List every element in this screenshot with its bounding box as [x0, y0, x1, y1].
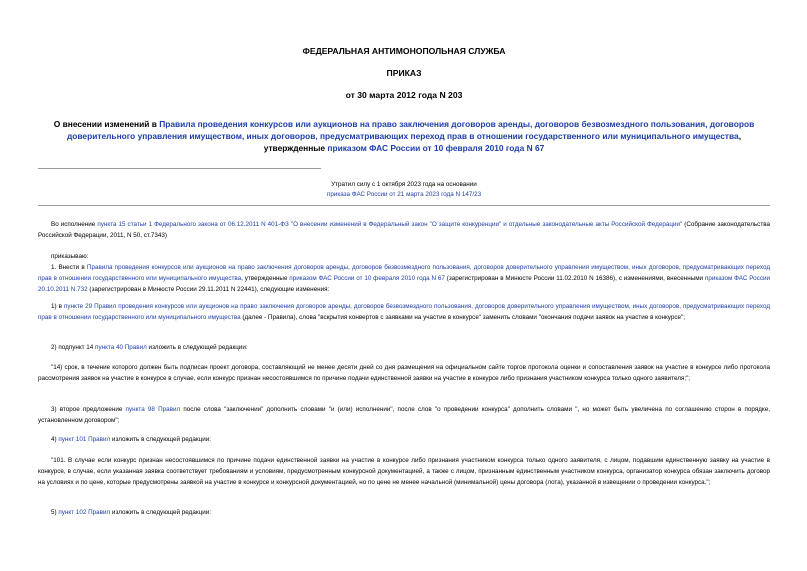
subitem-4-paragraph — [38, 434, 770, 445]
title-text-1: О внесении изменений в — [53, 119, 160, 129]
sub5-link-point-102[interactable]: пункт 102 Правил — [58, 509, 111, 516]
item-1-paragraph — [38, 262, 770, 295]
sub1-text-2: (далее - Правила), слова "вскрытия конвертов с заявками на участие в конкурсе" заменить словами "окончания подачи заявок на участие в конкурсе"; — [240, 314, 686, 321]
sub4-link-point-101[interactable]: пункт 101 Правил — [58, 436, 111, 443]
subitem-3-paragraph — [38, 404, 770, 426]
sub4-text-2: изложить в следующей редакции: — [110, 436, 211, 443]
sub1-text-1: 1) в — [51, 303, 64, 310]
doc-type: ПРИКАЗ — [386, 68, 422, 78]
sub5-text-1: 5) — [51, 509, 59, 516]
item1-text-2: , утвержденные — [241, 275, 290, 282]
document-title — [38, 118, 770, 154]
sub1-link-point-29[interactable]: пункте 29 Правил проведения конкурсов или аукционов на право заключения договоров аренды, договоров безвозмездного пользования, договоров доверительного управления имуществом, иных договоров, предусматривающих переход прав в отношении государственного или муниципального имущества — [38, 303, 770, 321]
item1-text-3: (зарегистрирован в Минюсте России 11.02.2010 N 16386), с изменениями, внесенными — [444, 275, 705, 282]
quote-14-paragraph: "14) срок, в течение которого должен быть подписан проект договора, составляющий не менее десяти дней со дня размещения на официальном сайте торгов протокола оценки и сопоставления заявок на участие в конкурсе либо протокола рассмотрения заявок на участие в конкурсе в случае, если конкурс признан несостоявшимся по причине подачи единственной заявки на участие в конкурсе либо признания участником конкурса только одного заявителя;"; — [38, 364, 770, 382]
title-link-rules[interactable]: Правила проведения конкурсов или аукционов на право заключения договоров аренды, договоров безвозмездного пользования, договоров доверительного управления имуществом, иных договоров, предусматривающих переход прав в отношении государственного или муниципального имущества — [66, 119, 755, 141]
sub3-link-point-98[interactable]: пункта 98 Правил — [125, 406, 181, 413]
sub2-link-point-40[interactable]: пункта 40 Правил — [95, 344, 147, 351]
agency-name: ФЕДЕРАЛЬНАЯ АНТИМОНОПОЛЬНАЯ СЛУЖБА — [302, 46, 506, 56]
subitem-5-paragraph — [38, 507, 770, 518]
order-word: приказываю: — [51, 253, 89, 260]
item1-text-1: 1. Внести в — [51, 264, 87, 271]
divider-top — [38, 168, 321, 169]
item1-link-order-67[interactable]: приказом ФАС России от 10 февраля 2010 года N 67 — [289, 275, 445, 282]
status-note-text: Утратил силу с 1 октября 2023 года на основании — [331, 181, 477, 188]
intro-text-2: (Собрание законодательства Российской Федерации, 2011, N 50, ст.7343) — [38, 221, 770, 239]
status-note-link[interactable]: приказа ФАС России от 21 марта 2023 года N 147/23 — [326, 191, 482, 198]
sub4-text-1: 4) — [51, 436, 59, 443]
doc-date: от 30 марта 2012 года N 203 — [345, 90, 463, 100]
intro-paragraph — [38, 219, 770, 241]
intro-link-law[interactable]: пункта 15 статьи 1 Федерального закона от 06.12.2011 N 401-ФЗ "О внесении изменений в Федеральный закон "О защите конкуренции" и отдельные законодательные акты Российской Федерации" — [97, 221, 683, 228]
intro-text-1: Во исполнение — [51, 221, 98, 228]
sub2-text-1: 2) подпункт 14 — [51, 344, 96, 351]
title-text-2: , утвержденные — [263, 131, 742, 153]
sub2-text-2: изложить в следующей редакции: — [146, 344, 248, 351]
subitem-2-paragraph — [38, 342, 770, 353]
item1-link-rules[interactable]: Правила проведения конкурсов или аукционов на право заключения договоров аренды, договоров безвозмездного пользования, договоров доверительного управления имуществом, иных договоров, предусматривающих переход прав в отношении государственного или муниципального имущества — [38, 264, 771, 282]
sub5-text-2: изложить в следующей редакции: — [110, 509, 211, 516]
divider-bottom — [38, 205, 770, 206]
subitem-1-paragraph — [38, 301, 770, 323]
quote-101-paragraph: "101. В случае если конкурс признан несостоявшимся по причине подачи единственной заявки на участие в конкурсе либо признания участником конкурса только одного заявителя, с лицом, подавшим единственную заявку на участие в конкурсе, в случае, если указанная заявка соответствует требованиям и условиям, предусмотренным конкурсной документацией, а также с лицом, признанным единственным участником конкурса, организатор конкурса обязан заключить договор на условиях и по цене, которые предусмотрены заявкой на участие в конкурсе и конкурсной документацией, но по цене не менее начальной (минимальной) цены договора (лота), указанной в извещении о проведении конкурса."; — [38, 457, 770, 486]
sub3-text-1: 3) второе предложение — [51, 406, 126, 413]
title-link-order[interactable]: приказом ФАС России от 10 февраля 2010 года N 67 — [327, 143, 545, 153]
sub3-text-2: после слова "заключении" дополнить словами "и (или) исполнении", после слов "о проведении конкурса" дополнить словами ", но может быть увеличена по соглашению сторон в порядке, установленном договором"; — [38, 406, 770, 424]
item1-link-order-732[interactable]: приказом ФАС России 20.10.2011 N 732 — [38, 275, 771, 293]
item1-text-4: (зарегистрирован в Минюсте России 29.11.2011 N 22441), следующие изменения: — [87, 286, 330, 293]
status-note — [38, 180, 770, 200]
